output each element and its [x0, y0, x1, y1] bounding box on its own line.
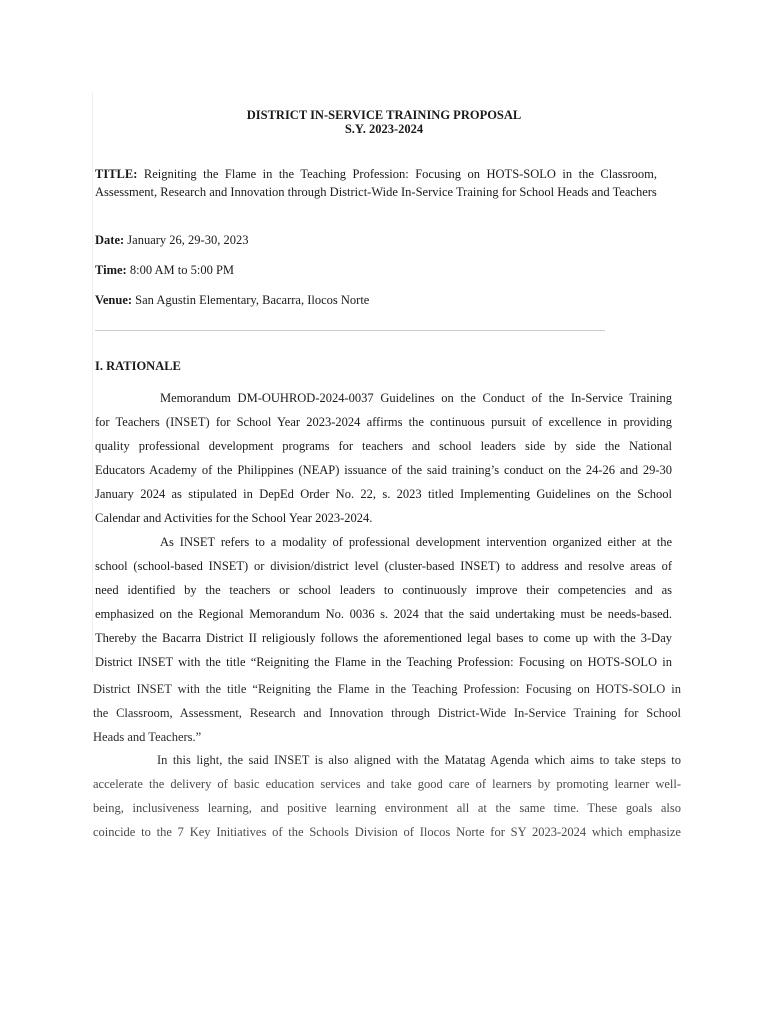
date-field — [95, 232, 248, 248]
rationale-line: In this light, the said INSET is also aligned with the Matatag Agenda which aims to take steps to — [157, 753, 681, 767]
page-edge-line — [92, 92, 93, 672]
rationale-line: District INSET with the title “Reigniting the Flame in the Teaching Profession: Focusing on HOTS-SOLO in — [93, 682, 681, 696]
school-year: S.Y. 2023-2024 — [344, 122, 424, 136]
rationale-line: Calendar and Activities for the School Year 2023-2024. — [95, 511, 373, 525]
rationale-line: accelerate the delivery of basic education services and take good care of learners by promoting learner well- — [93, 777, 681, 791]
divider — [95, 330, 605, 331]
rationale-line: District INSET with the title “Reigniting the Flame in the Teaching Profession: Focusing on HOTS-SOLO in — [95, 655, 672, 669]
date-value: January 26, 29-30, 2023 — [127, 233, 249, 247]
rationale-line: coincide to the 7 Key Initiatives of the Schools Division of Ilocos Norte for SY 2023-2024 which emphasize — [93, 825, 681, 839]
rationale-line: emphasized on the Regional Memorandum No. 0036 s. 2024 that the said undertaking must be needs-based. — [95, 607, 672, 621]
time-label: Time: — [95, 263, 127, 277]
venue-field — [95, 292, 369, 308]
time-field — [95, 262, 234, 278]
title-label: TITLE: — [95, 167, 138, 181]
rationale-line: Memorandum DM-OUHROD-2024-0037 Guidelines on the Conduct of the In-Service Training — [160, 391, 672, 405]
rationale-line: Heads and Teachers.” — [93, 730, 202, 744]
rationale-line: Educators Academy of the Philippines (NEAP) issuance of the said training’s conduct on the 24-26 and 29-30 — [95, 463, 672, 477]
venue-value: San Agustin Elementary, Bacarra, Ilocos Norte — [135, 293, 370, 307]
title-value: Reigniting the Flame in the Teaching Profession: Focusing on HOTS-SOLO in the Classroom, Assessment, Research and Innovation through District-Wide In-Service Training for School Heads and Teachers — [95, 167, 657, 199]
rationale-line: January 2024 as stipulated in DepEd Order No. 22, s. 2023 titled Implementing Guidelines on the School — [95, 487, 672, 501]
date-label: Date: — [95, 233, 125, 247]
rationale-line: being, inclusiveness learning, and positive learning environment all at the same time. These goals also — [93, 801, 681, 815]
rationale-line: quality professional development programs for teachers and school leaders side by side the National — [95, 439, 672, 453]
section-heading-rationale: I. RATIONALE — [95, 359, 181, 373]
rationale-line: school (school-based INSET) or division/district level (cluster-based INSET) to address and resolve areas of — [95, 559, 672, 573]
document-title: DISTRICT IN-SERVICE TRAINING PROPOSAL — [246, 108, 522, 122]
time-value: 8:00 AM to 5:00 PM — [129, 263, 235, 277]
rationale-line: As INSET refers to a modality of professional development intervention organized either at the — [160, 535, 672, 549]
rationale-line: Thereby the Bacarra District II religiously follows the aforementioned legal bases to come up with the 3-Day — [95, 631, 672, 645]
venue-label: Venue: — [95, 293, 133, 307]
rationale-line: need identified by the teachers or school leaders to continuously improve their competencies and as — [95, 583, 672, 597]
rationale-line: for Teachers (INSET) for School Year 2023-2024 affirms the continuous pursuit of excellence in providing — [95, 415, 672, 429]
rationale-line: the Classroom, Assessment, Research and Innovation through District-Wide In-Service Training for School — [93, 706, 681, 720]
training-title — [95, 165, 657, 201]
